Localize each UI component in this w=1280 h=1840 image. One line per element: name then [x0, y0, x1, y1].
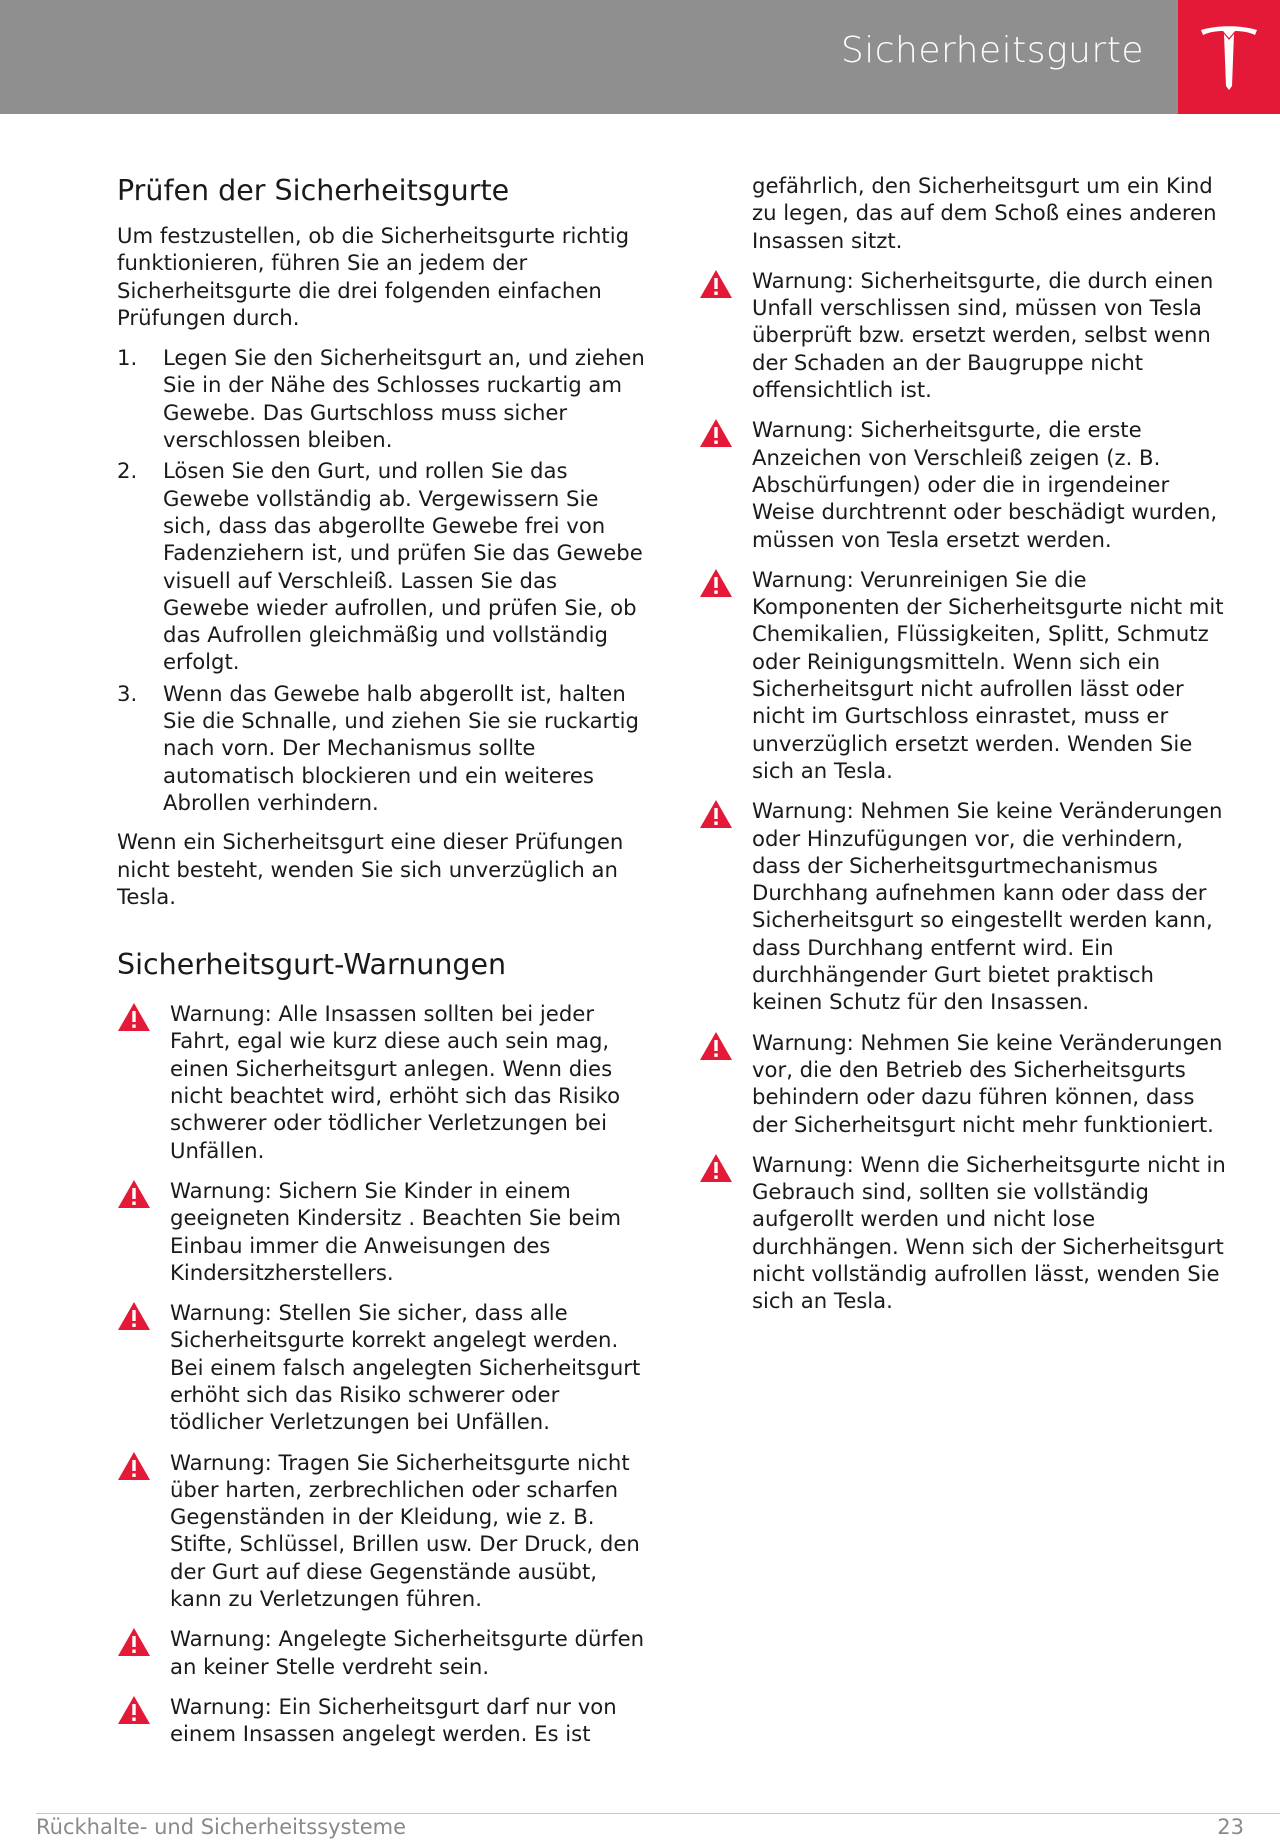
warning-continuation: gefährlich, den Sicherheitsgurt um ein Kind zu legen, das auf dem Schoß eines anderen Insassen sitzt. [752, 173, 1217, 253]
step-text: Legen Sie den Sicherheitsgurt an, und ziehen Sie in der Nähe des Schlosses ruckartig am Gewebe. Das Gurtschloss muss sicher verschlossen bleiben. [163, 345, 645, 453]
right-column [699, 172, 1229, 1328]
list-item [117, 457, 647, 675]
warning-triangle-icon [117, 1449, 170, 1487]
warning-triangle-icon [117, 1000, 170, 1038]
page-title: Sicherheitsgurte [840, 30, 1144, 71]
warning-item [117, 1693, 647, 1748]
warning-text: Warnung: Alle Insassen sollten bei jeder Fahrt, egal wie kurz diese auch sein mag, einen Sicherheitsgurt anlegen. Wenn dies nicht beachtet wird, erhöht sich das Risiko schwerer oder tödlicher Verletzungen bei Unfällen. [170, 1001, 621, 1163]
page-number: 23 [1217, 1815, 1244, 1839]
warning-item [117, 1299, 647, 1435]
warning-triangle-icon [117, 1693, 170, 1731]
warning-triangle-icon [699, 416, 752, 454]
step-number: 2. [117, 458, 138, 484]
warning-item [117, 1449, 647, 1613]
warning-text: Warnung: Angelegte Sicherheitsgurte dürfen an keiner Stelle verdreht sein. [170, 1626, 645, 1679]
warning-item [699, 797, 1229, 1015]
list-item [117, 680, 647, 816]
warning-text: Warnung: Sicherheitsgurte, die durch einen Unfall verschlissen sind, müssen von Tesla überprüft bzw. ersetzt werden, selbst wenn der Schaden an der Baugruppe nicht offensichtlich ist. [752, 267, 1214, 403]
warning-text: Warnung: Nehmen Sie keine Veränderungen oder Hinzufügungen vor, die verhindern, dass der Sicherheitsgurtmechanismus Durchhang aufnehmen kann oder dass der Sicherheitsgurt so eingestellt werden kann, dass Durchhang entfernt wird. Ein durchhängender Gurt bietet praktisch keinen Schutz für den Insassen. [752, 798, 1223, 1015]
warning-item [699, 416, 1229, 552]
warning-item [699, 267, 1229, 403]
warning-triangle-icon [699, 267, 752, 305]
warning-text: Warnung: Sichern Sie Kinder in einem geeigneten Kindersitz . Beachten Sie beim Einbau immer die Anweisungen des Kindersitzherstellers. [170, 1177, 622, 1285]
warning-item [117, 1000, 647, 1164]
brand-logo [1178, 0, 1280, 114]
warning-triangle-icon [117, 1299, 170, 1337]
warning-item [117, 1625, 647, 1680]
warning-triangle-icon [699, 1151, 752, 1189]
step-number: 1. [117, 345, 138, 371]
left-column [117, 166, 647, 1761]
step-text: Lösen Sie den Gurt, und rollen Sie das Gewebe vollständig ab. Vergewissern Sie sich, dass das abgerollte Gewebe frei von Fadenziehern ist, und prüfen Sie das Gewebe visuell auf Verschleiß. Lassen Sie das Gewebe wieder aufrollen, und prüfen Sie, ob das Aufrollen gleichmäßig und vollständig erfolgt. [163, 458, 643, 675]
warning-item [699, 1029, 1229, 1138]
warning-text: Warnung: Tragen Sie Sicherheitsgurte nicht über harten, zerbrechlichen oder scharfen Gegenständen in der Kleidung, wie z. B. Stifte, Schlüssel, Brillen usw. Der Druck, den der Gurt auf diese Gegenstände ausübt, kann zu Verletzungen führen. [170, 1449, 640, 1612]
section-heading-check: Prüfen der Sicherheitsgurte [117, 174, 510, 207]
step-text: Wenn das Gewebe halb abgerollt ist, halten Sie die Schnalle, und ziehen Sie sie ruckartig nach vorn. Der Mechanismus sollte automatisch blockieren und ein weiteres Abrollen verhindern. [163, 680, 639, 815]
warning-item [699, 1151, 1229, 1315]
footer-section-title: Rückhalte- und Sicherheitssysteme [36, 1815, 406, 1839]
warning-item [699, 566, 1229, 784]
section-heading-warnings: Sicherheitsgurt-Warnungen [117, 948, 507, 982]
warning-triangle-icon [699, 566, 752, 604]
warning-text: Warnung: Stellen Sie sicher, dass alle Sicherheitsgurte korrekt angelegt werden. Bei einem falsch angelegten Sicherheitsgurt erhöht sich das Risiko schwerer oder tödlicher Verletzungen bei Unfällen. [170, 1300, 641, 1435]
warning-triangle-icon [117, 1177, 170, 1215]
outro-paragraph: Wenn ein Sicherheitsgurt eine dieser Prüfungen nicht besteht, wenden Sie sich unverzüglich an Tesla. [117, 829, 624, 909]
warning-triangle-icon [699, 797, 752, 835]
header-bar [0, 0, 1178, 114]
warning-text: Warnung: Nehmen Sie keine Veränderungen vor, die den Betrieb des Sicherheitsgurts behindern oder dazu führen können, dass der Sicherheitsgurt nicht mehr funktioniert. [752, 1029, 1223, 1137]
warning-triangle-icon [699, 1029, 752, 1067]
warning-triangle-icon [117, 1625, 170, 1663]
warning-text: Warnung: Sicherheitsgurte, die erste Anzeichen von Verschleiß zeigen (z. B. Abschürfungen) oder die in irgendeiner Weise durchtrennt oder beschädigt wurden, müssen von Tesla ersetzt werden. [752, 417, 1218, 552]
tesla-logo-icon [1199, 24, 1259, 90]
check-steps-list [117, 344, 647, 816]
intro-paragraph: Um festzustellen, ob die Sicherheitsgurte richtig funktionieren, führen Sie an jedem der Sicherheitsgurte die drei folgenden einfachen Prüfungen durch. [117, 223, 630, 330]
list-item [117, 344, 647, 453]
warning-text: Warnung: Wenn die Sicherheitsgurte nicht in Gebrauch sind, sollten sie vollständig aufgerollt werden und nicht lose durchhängen. Wenn sich der Sicherheitsgurt nicht vollständig aufrollen lässt, wenden Sie sich an Tesla. [752, 1151, 1226, 1314]
step-number: 3. [117, 680, 138, 706]
warning-text: Warnung: Ein Sicherheitsgurt darf nur von einem Insassen angelegt werden. Es ist [170, 1693, 617, 1747]
footer-divider [36, 1813, 1280, 1814]
warning-text: Warnung: Verunreinigen Sie die Komponenten der Sicherheitsgurte nicht mit Chemikalien, Flüssigkeiten, Splitt, Schmutz oder Reinigungsmitteln. Wenn sich ein Sicherheitsgurt nicht aufrollen lässt oder nicht im Gurtschloss einrastet, muss er unverzüglich ersetzt werden. Wenden Sie sich an Tesla. [752, 566, 1224, 783]
warning-item [117, 1177, 647, 1286]
